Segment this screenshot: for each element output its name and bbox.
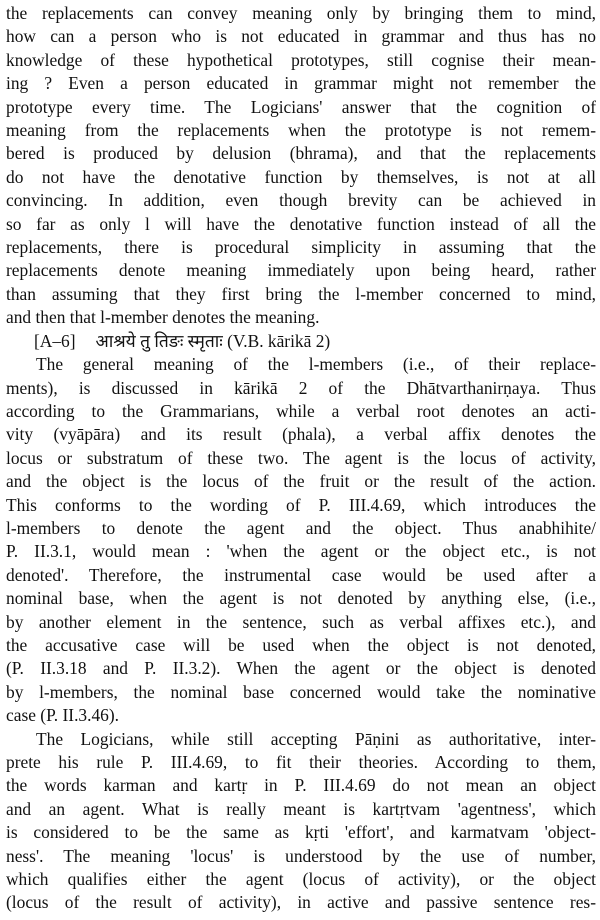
text-line: ing ? Even a person educated in grammar might not remember the — [6, 73, 596, 94]
text-line: so far as only l will have the denotative function instead of all the — [6, 213, 596, 234]
text-line: replacements, there is procedural simplicity in assuming that the — [6, 237, 596, 258]
text-line: nominal base, when the agent is not denoted by anything else, (i.e., — [6, 588, 596, 609]
paragraph-general-meaning — [6, 353, 596, 728]
text-line: (P. II.3.18 and P. II.3.2). When the agent or the object is denoted — [6, 658, 596, 679]
text-line: The general meaning of the l-members (i.e., of their replace- — [36, 354, 596, 375]
text-line: locus or substratum of these two. The agent is the locus of activity, — [6, 447, 596, 468]
text-line: and then that l-member denotes the meaning. — [6, 307, 320, 328]
paragraph-replacements — [6, 2, 596, 330]
text-line: the replacements can convey meaning only by bringing them to mind, — [6, 3, 596, 23]
text-line: which qualifies either the agent (locus of activity), or the object — [6, 869, 596, 890]
text-line: l-members to denote the agent and the object. Thus anabhihite/ — [6, 517, 596, 538]
text-line: This conforms to the wording of P. III.4.69, which introduces the — [6, 494, 596, 515]
paragraph-logicians — [6, 728, 596, 915]
text-line: denoted'. Therefore, the instrumental case would be used after a — [6, 564, 596, 585]
reference-line-a6 — [6, 330, 596, 353]
text-line: and an agent. What is really meant is kartṛtvam 'agentness', which — [6, 798, 596, 819]
text-line: and the object is the locus of the fruit or the result of the action. — [6, 471, 596, 492]
text-line: prototype every time. The Logicians' answer that the cognition of — [6, 96, 596, 117]
text-line: ness'. The meaning 'locus' is understood by the use of number, — [6, 845, 596, 866]
text-line: (locus of the result of activity), in active and passive sentence res- — [6, 892, 596, 913]
text-line: bered is produced by delusion (bhrama), and that the replacements — [6, 143, 596, 164]
sanskrit-quote: आश्रये तु तिङः स्मृताः — [95, 330, 223, 351]
text-line: the accusative case will be used when the object is not denoted, — [6, 634, 596, 655]
text-line: case (P. II.3.46). — [6, 705, 120, 726]
text-line: The Logicians, while still accepting Pāṇini as authoritative, inter- — [36, 728, 596, 749]
text-line: the words karman and kartṛ in P. III.4.69 do not mean an object — [6, 775, 596, 796]
text-line: than assuming that they first bring the l-member concerned to mind, — [6, 283, 596, 304]
text-line: vity (vyāpāra) and its result (phala), a verbal affix denotes the — [6, 424, 596, 445]
text-line: P. II.3.1, would mean : 'when the agent or the object etc., is not — [6, 541, 596, 562]
text-line: how can a person who is not educated in grammar and thus has no — [6, 26, 596, 47]
text-line: meaning from the replacements when the prototype is not remem- — [6, 120, 596, 141]
text-line: ments), is discussed in kārikā 2 of the Dhātvarthanirṇaya. Thus — [6, 377, 596, 398]
text-line: do not have the denotative function by themselves, is not at all — [6, 166, 596, 187]
reference-source: (V.B. kārikā 2) — [227, 330, 331, 351]
text-line: convincing. In addition, even though brevity can be achieved in — [6, 190, 596, 211]
text-line: is considered to be the same as kṛti 'effort', and karmatvam 'object- — [6, 822, 596, 843]
text-line: by l-members, the nominal base concerned would take the nominative — [6, 681, 596, 702]
text-line: prete his rule P. III.4.69, to fit their theories. According to them, — [6, 752, 596, 772]
text-line: according to the Grammarians, while a verbal root denotes an acti- — [6, 400, 596, 421]
reference-tag: [A–6] — [34, 330, 76, 351]
text-line: knowledge of these hypothetical prototypes, still cognise their mean- — [6, 49, 596, 70]
text-line: by another element in the sentence, such as verbal affixes etc.), and — [6, 611, 596, 632]
text-line: replacements denote meaning immediately upon being heard, rather — [6, 260, 596, 281]
